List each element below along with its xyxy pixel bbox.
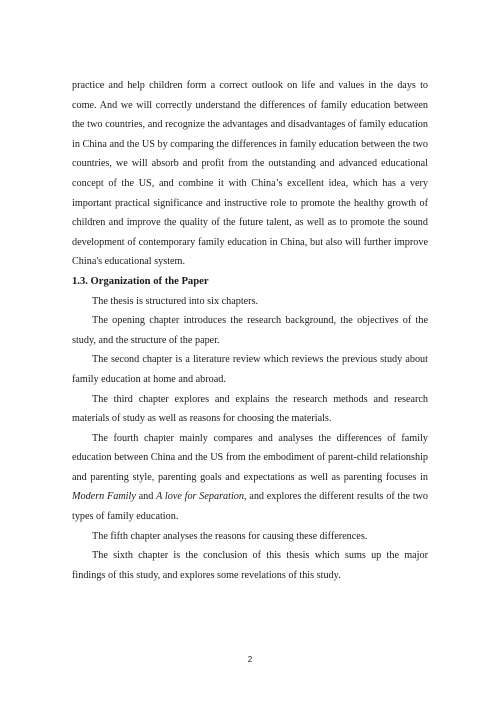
paragraph-chapter-five: The fifth chapter analyses the reasons for causing these differences. (92, 530, 368, 542)
paragraph-chapters-overview: The thesis is structured into six chapters. (92, 295, 259, 307)
paragraph-chapter-two: The second chapter is a literature review which reviews the previous study about family education at home and abroad. (72, 354, 428, 385)
page-content (72, 76, 428, 585)
chapter-four-text-2: and (135, 491, 157, 503)
film-title-modern-family: Modern Family (72, 491, 136, 503)
film-title-a-love-for-separation: A love for Separation (156, 491, 244, 503)
section-heading: 1.3. Organization of the Paper (72, 275, 209, 287)
paragraph-chapter-three: The third chapter explores and explains the research methods and research materials of study as well as reasons for choosing the materials. (72, 393, 428, 425)
paragraph-chapter-four (72, 429, 428, 527)
chapter-four-text-3: , and explores the different results of the two types of family education. (72, 491, 428, 523)
paragraph-chapter-one: The opening chapter introduces the research background, the objectives of the study, and the structure of the paper. (72, 315, 428, 346)
page-number: 2 (247, 655, 253, 664)
chapter-four-text-1: The fourth chapter mainly compares and analyses the differences of family education between China and the US from the embodiment of parent-child relationship and parenting style, parenting goals and expectations as well as parenting focuses in (72, 432, 428, 483)
paragraph-chapter-six: The sixth chapter is the conclusion of this thesis which sums up the major findings of this study, and explores some revelations of this study. (72, 550, 428, 581)
intro-paragraph: practice and help children form a correct outlook on life and values in the days to come. And we will correctly understand the differences of family education between the two countries, and recognize the advantages and disadvantages of family education in China and the US by comparing the differences in family education between the two countries, we will absorb and profit from the outstanding and advanced educational concept of the US, and combine it with China’s excellent idea, which has a very important practical significance and instructive role to promote the healthy growth of children and improve the quality of the future talent, as well as to promote the sound development of contemporary family education in China, but also will further improve China's educational system. (72, 80, 428, 268)
